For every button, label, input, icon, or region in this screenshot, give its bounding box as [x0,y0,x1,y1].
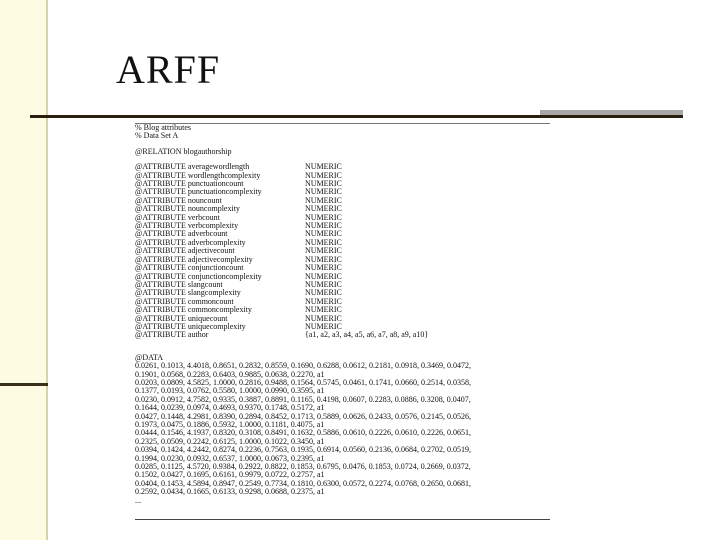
attribute-name: @ATTRIBUTE adverbcount [135,229,228,239]
data-row: 0.0394, 0.1424, 4.2442, 0.8274, 0.2236, 0.7563, 0.1935, 0.6914, 0.0560, 0.2136, 0.0684, 0.2702, 0.0519, [135,445,471,455]
attribute-name: @ATTRIBUTE adjectivecount [135,246,235,256]
comment-line: % Data Set A [135,131,179,141]
attribute-name: @ATTRIBUTE adverbcomplexity [135,237,246,247]
data-row: 0.0404, 0.1453, 4.5894, 0.8947, 0.2549, 0.7734, 0.1810, 0.6300, 0.0572, 0.2274, 0.0768, 0.2650, 0.0681, [135,478,471,488]
attribute-type: NUMERIC [305,305,342,315]
attribute-name: @ATTRIBUTE conjunctioncomplexity [135,271,262,281]
attribute-type: NUMERIC [305,313,342,323]
attribute-name: @ATTRIBUTE conjunctioncount [135,263,244,273]
attribute-name: @ATTRIBUTE verbcount [135,212,220,222]
data-row: 0.1502, 0.0427, 0.1695, 0.6161, 0.9979, 0.0722, 0.2757, a1 [135,470,325,480]
attribute-type: NUMERIC [305,229,342,239]
attribute-type: NUMERIC [305,179,342,189]
attribute-type: NUMERIC [305,246,342,256]
slide-title: ARFF [116,47,221,92]
data-row: 0.0444, 0.1546, 4.1937, 0.8320, 0.3108, 0.8491, 0.1632, 0.5886, 0.0610, 0.2226, 0.0610, 0.2226, 0.0651, [135,428,471,438]
attribute-name: @ATTRIBUTE uniquecount [135,313,228,323]
data-row: 0.2592, 0.0434, 0.1665, 0.6133, 0.9298, 0.0688, 0.2375, a1 [135,487,325,497]
left-bar-accent [0,383,48,386]
attribute-type: NUMERIC [305,271,342,281]
data-header: @DATA [135,352,164,362]
data-row: ... [135,495,141,505]
attribute-type: {a1, a2, a3, a4, a5, a6, a7, a8, a9, a10} [305,330,429,340]
attribute-type: NUMERIC [305,254,342,264]
comment-line: % Blog attributes [135,123,191,132]
attribute-name: @ATTRIBUTE slangcount [135,279,223,289]
attribute-name: @ATTRIBUTE verbcomplexity [135,221,239,231]
arff-document [135,123,550,520]
data-row: 0.2325, 0.0509, 0.2242, 0.6125, 1.0000, 0.1022, 0.3450, a1 [135,436,325,446]
attribute-name: @ATTRIBUTE nouncomplexity [135,204,240,214]
attribute-type: NUMERIC [305,288,342,298]
data-rows [135,362,550,505]
data-row: 0.1901, 0.0568, 0.2283, 0.6403, 0.9885, 0.0638, 0.2270, a1 [135,369,325,379]
data-row: 0.1973, 0.0475, 0.1886, 0.5932, 1.0000, 0.1181, 0.4075, a1 [135,420,325,429]
relation-line: @RELATION blogauthorship [135,146,232,156]
attribute-name: @ATTRIBUTE slangcomplexity [135,288,241,298]
attribute-name: @ATTRIBUTE commoncomplexity [135,305,252,315]
data-row: 0.0203, 0.0809, 4.5825, 1.0000, 0.2816, 0.9488, 0.1564, 0.5745, 0.0461, 0.1741, 0.0660, 0.2514, 0.0358, [135,377,471,387]
attribute-name: @ATTRIBUTE punctuationcomplexity [135,187,262,197]
attribute-name: @ATTRIBUTE author [135,330,209,340]
attribute-type: NUMERIC [305,221,342,231]
attribute-name: @ATTRIBUTE nouncount [135,195,222,205]
data-row: 0.0285, 0.1125, 4.5720, 0.9384, 0.2922, 0.8822, 0.1853, 0.6795, 0.0476, 0.1853, 0.0724, 0.2669, 0.0372, [135,462,471,472]
attribute-type: NUMERIC [305,162,342,172]
attribute-type: NUMERIC [305,237,342,247]
data-row: 0.1644, 0.0239, 0.0974, 0.4693, 0.9370, 0.1748, 0.5172, a1 [135,403,325,413]
attribute-type: NUMERIC [305,321,342,331]
attribute-row [135,331,550,339]
data-row: 0.0230, 0.0912, 4.7582, 0.9335, 0.3887, 0.8891, 0.1165, 0.4198, 0.0607, 0.2283, 0.0886, 0.3208, 0.0407, [135,394,471,404]
attribute-name: @ATTRIBUTE adjectivecomplexity [135,254,253,264]
attribute-name: @ATTRIBUTE uniquecomplexity [135,321,246,331]
data-row: 0.1377, 0.0193, 0.0762, 0.5580, 1.0000, 0.0990, 0.3595, a1 [135,386,325,396]
data-row: 0.0427, 0.1448, 4.2981, 0.8390, 0.2894, 0.8452, 0.1713, 0.5889, 0.0626, 0.2433, 0.0576, 0.2145, 0.0526, [135,411,471,421]
attribute-name: @ATTRIBUTE averagewordlength [135,162,250,172]
attribute-name: @ATTRIBUTE wordlengthcomplexity [135,170,261,180]
attribute-name: @ATTRIBUTE punctuationcount [135,179,244,189]
attribute-type: NUMERIC [305,204,342,214]
left-decorative-bar [0,0,48,540]
attribute-list [135,163,550,340]
data-row: 0.0261, 0.1013, 4.4018, 0.8651, 0.2832, 0.8559, 0.1690, 0.6288, 0.0612, 0.2181, 0.0918, 0.3469, 0.0472, [135,361,471,371]
title-rule [30,115,683,118]
attribute-type: NUMERIC [305,170,342,180]
attribute-type: NUMERIC [305,212,342,222]
attribute-type: NUMERIC [305,279,342,289]
attribute-type: NUMERIC [305,195,342,205]
attribute-type: NUMERIC [305,296,342,306]
data-row: 0.1994, 0.0230, 0.0932, 0.6537, 1.0000, 0.0673, 0.2395, a1 [135,453,325,463]
attribute-type: NUMERIC [305,263,342,273]
attribute-type: NUMERIC [305,187,342,197]
attribute-name: @ATTRIBUTE commoncount [135,296,234,306]
